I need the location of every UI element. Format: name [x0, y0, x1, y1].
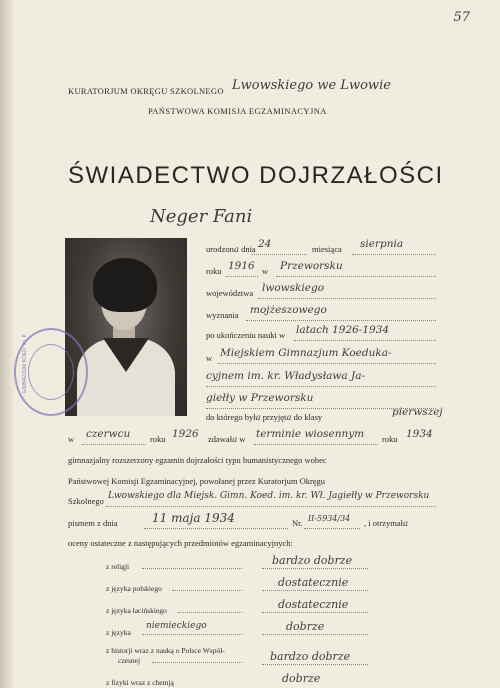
roku-label: roku: [206, 266, 222, 276]
birth-year: 1916: [228, 260, 255, 272]
birth-day: 24: [258, 238, 272, 250]
subject-grade: dostatecznie: [278, 576, 349, 589]
folio-number: 57: [453, 10, 470, 25]
subject-grade: dobrze: [286, 620, 325, 633]
header-kuratorjum-handwritten: Lwowskiego we Lwowie: [232, 78, 391, 93]
roku2-label: roku: [150, 434, 166, 444]
urodzona-label: urodzona dnia: [206, 244, 256, 255]
nr-label: Nr.: [292, 518, 303, 528]
stamp-text: GIMNAZJUM KOED. im. K: [22, 334, 28, 394]
school-line-2: cyjnem im. kr. Władysława Ja-: [206, 370, 365, 382]
subject-label: z języka łacińskiego: [106, 606, 167, 615]
w-label: w: [262, 266, 269, 276]
school-line-3: giełły w Przeworsku: [206, 392, 314, 404]
birth-month: sierpnia: [360, 238, 404, 250]
admission-year: 1926: [172, 428, 199, 440]
religion: mojżeszowego: [250, 304, 327, 316]
body-line-2: Państwowej Komisji Egzaminacyjnej, powołanej przez Kuratorjum Okręgu: [68, 476, 326, 486]
pismem-label: pismem z dnia: [68, 518, 118, 528]
subject-label: z fizyki wraz z chemją: [106, 678, 174, 687]
subject-label: z historji wraz z nauką o Polsce Współ-: [106, 646, 225, 655]
w3-label: w: [68, 434, 75, 444]
subject-grade: dobrze: [282, 672, 321, 685]
otrzymal-label: , i otrzymała: [364, 518, 409, 529]
roku3-label: roku: [382, 434, 398, 444]
birthplace: Przeworsku: [280, 260, 343, 272]
school-line-1: Miejskiem Gimnazjum Koeduka-: [220, 347, 392, 359]
exam-year: 1934: [406, 428, 433, 440]
subject-label: z religji: [106, 562, 130, 571]
study-years: latach 1926-1934: [296, 324, 390, 336]
header-komisja: PAŃSTWOWA KOMISJA EGZAMINACYJNA: [148, 106, 327, 116]
commission-detail: Lwowskiego dla Miejsk. Gimn. Koed. im. kr. Wł. Jagiełły w Przeworsku: [108, 491, 430, 501]
subject-grade: bardzo dobrze: [272, 554, 353, 567]
wojewodztwa-label: województwa: [206, 288, 254, 298]
student-name: Neger Fani: [150, 206, 253, 227]
subject-label: czesnej: [118, 656, 141, 665]
zdawal-label: zdawała w: [208, 434, 246, 445]
szkolnego-label: Szkolnego: [68, 496, 104, 506]
document-title: ŚWIADECTWO DOJRZAŁOŚCI: [68, 162, 444, 189]
po-ukonczeniu-label: po ukończeniu nauki w: [206, 330, 286, 340]
body-line-1: gimnazjalny rozszerzony egzamin dojrzałości typu humanistycznego wobec: [68, 455, 327, 465]
oceny-label: oceny ostateczne z następujących przedmiotów egzaminacyjnych:: [68, 538, 293, 548]
school-seal-stamp: [14, 328, 88, 416]
subject-label: z języka polskiego: [106, 584, 162, 593]
subject-label-handwritten: niemieckiego: [146, 621, 207, 631]
w2-label: w: [206, 353, 213, 363]
admission-month: czerwcu: [86, 428, 131, 440]
subject-label: z języka: [106, 628, 131, 637]
subject-grade: dostatecznie: [278, 598, 349, 611]
subject-grade: bardzo dobrze: [270, 650, 351, 663]
admission-class: pierwszej: [392, 406, 443, 418]
voivodeship: lwowskiego: [262, 282, 325, 294]
letter-date: 11 maja 1934: [152, 511, 235, 525]
exam-term: terminie wiosennym: [256, 428, 365, 440]
wyznania-label: wyznania: [206, 310, 239, 320]
letter-number: II-5934/34: [308, 514, 351, 523]
do-ktorego-label: do którego była przyjęta do klasy: [206, 412, 323, 423]
header-kuratorjum: KURATORJUM OKRĘGU SZKOLNEGO: [68, 86, 224, 96]
miesiaca-label: miesiąca: [312, 244, 342, 254]
